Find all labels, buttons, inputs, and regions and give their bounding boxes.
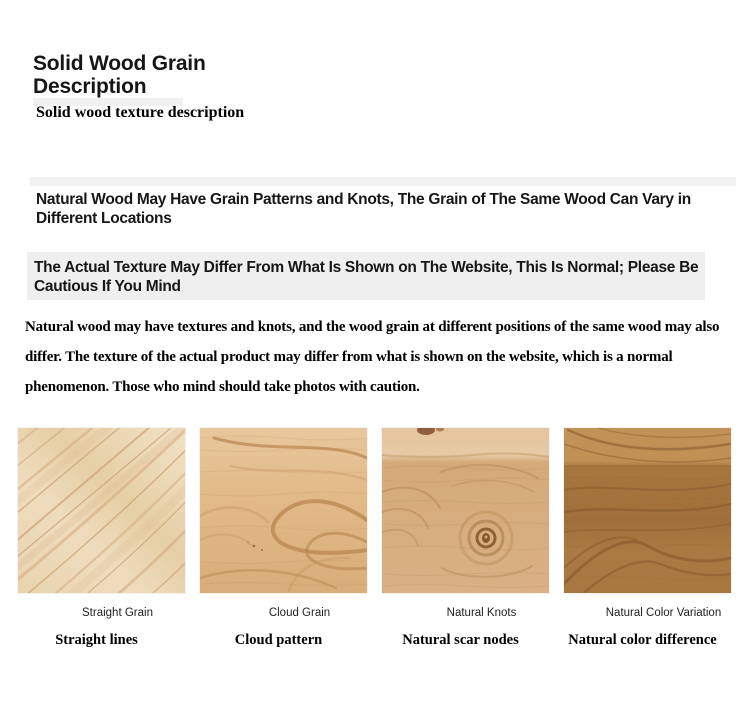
page-subtitle: Solid wood texture description: [36, 104, 245, 121]
swatch-card-straight-grain: [18, 428, 185, 649]
swatch-label: Natural Knots: [446, 607, 517, 619]
swatch-card-natural-color-variation: [564, 428, 731, 649]
swatch-card-cloud-grain: [200, 428, 367, 649]
swatch-label: Cloud Grain: [268, 607, 331, 619]
description-paragraph: Natural wood may have textures and knots, and the wood grain at different positions of the same wood may also differ. The texture of the actual product may differ from what is shown on the website, which is a normal phenomenon. Those who mind should take photos with caution.: [25, 319, 720, 395]
notice-highlight-strip: [30, 177, 736, 186]
swatch-caption: Cloud pattern: [234, 632, 323, 648]
straight-grain-photo: [18, 428, 185, 593]
wood-swatch-row: [18, 428, 732, 649]
swatch-card-natural-knots: [382, 428, 549, 649]
natural-color-variation-photo: [564, 428, 731, 593]
swatch-label: Natural Color Variation: [605, 607, 722, 619]
grain-notice-heading: Natural Wood May Have Grain Patterns and Knots, The Grain of The Same Wood Can Vary in Different Locations: [36, 191, 691, 227]
texture-notice-heading: The Actual Texture May Differ From What Is Shown on The Website, This Is Normal; Please Be Cautious If You Mind: [34, 259, 699, 295]
swatch-label: Straight Grain: [82, 607, 153, 619]
natural-knots-photo: [382, 428, 549, 593]
page-title: Solid Wood Grain Description: [33, 52, 206, 98]
swatch-caption: Natural color difference: [568, 632, 717, 648]
cloud-grain-photo: [200, 428, 367, 593]
swatch-caption: Straight lines: [55, 632, 138, 648]
swatch-caption: Natural scar nodes: [402, 632, 519, 648]
